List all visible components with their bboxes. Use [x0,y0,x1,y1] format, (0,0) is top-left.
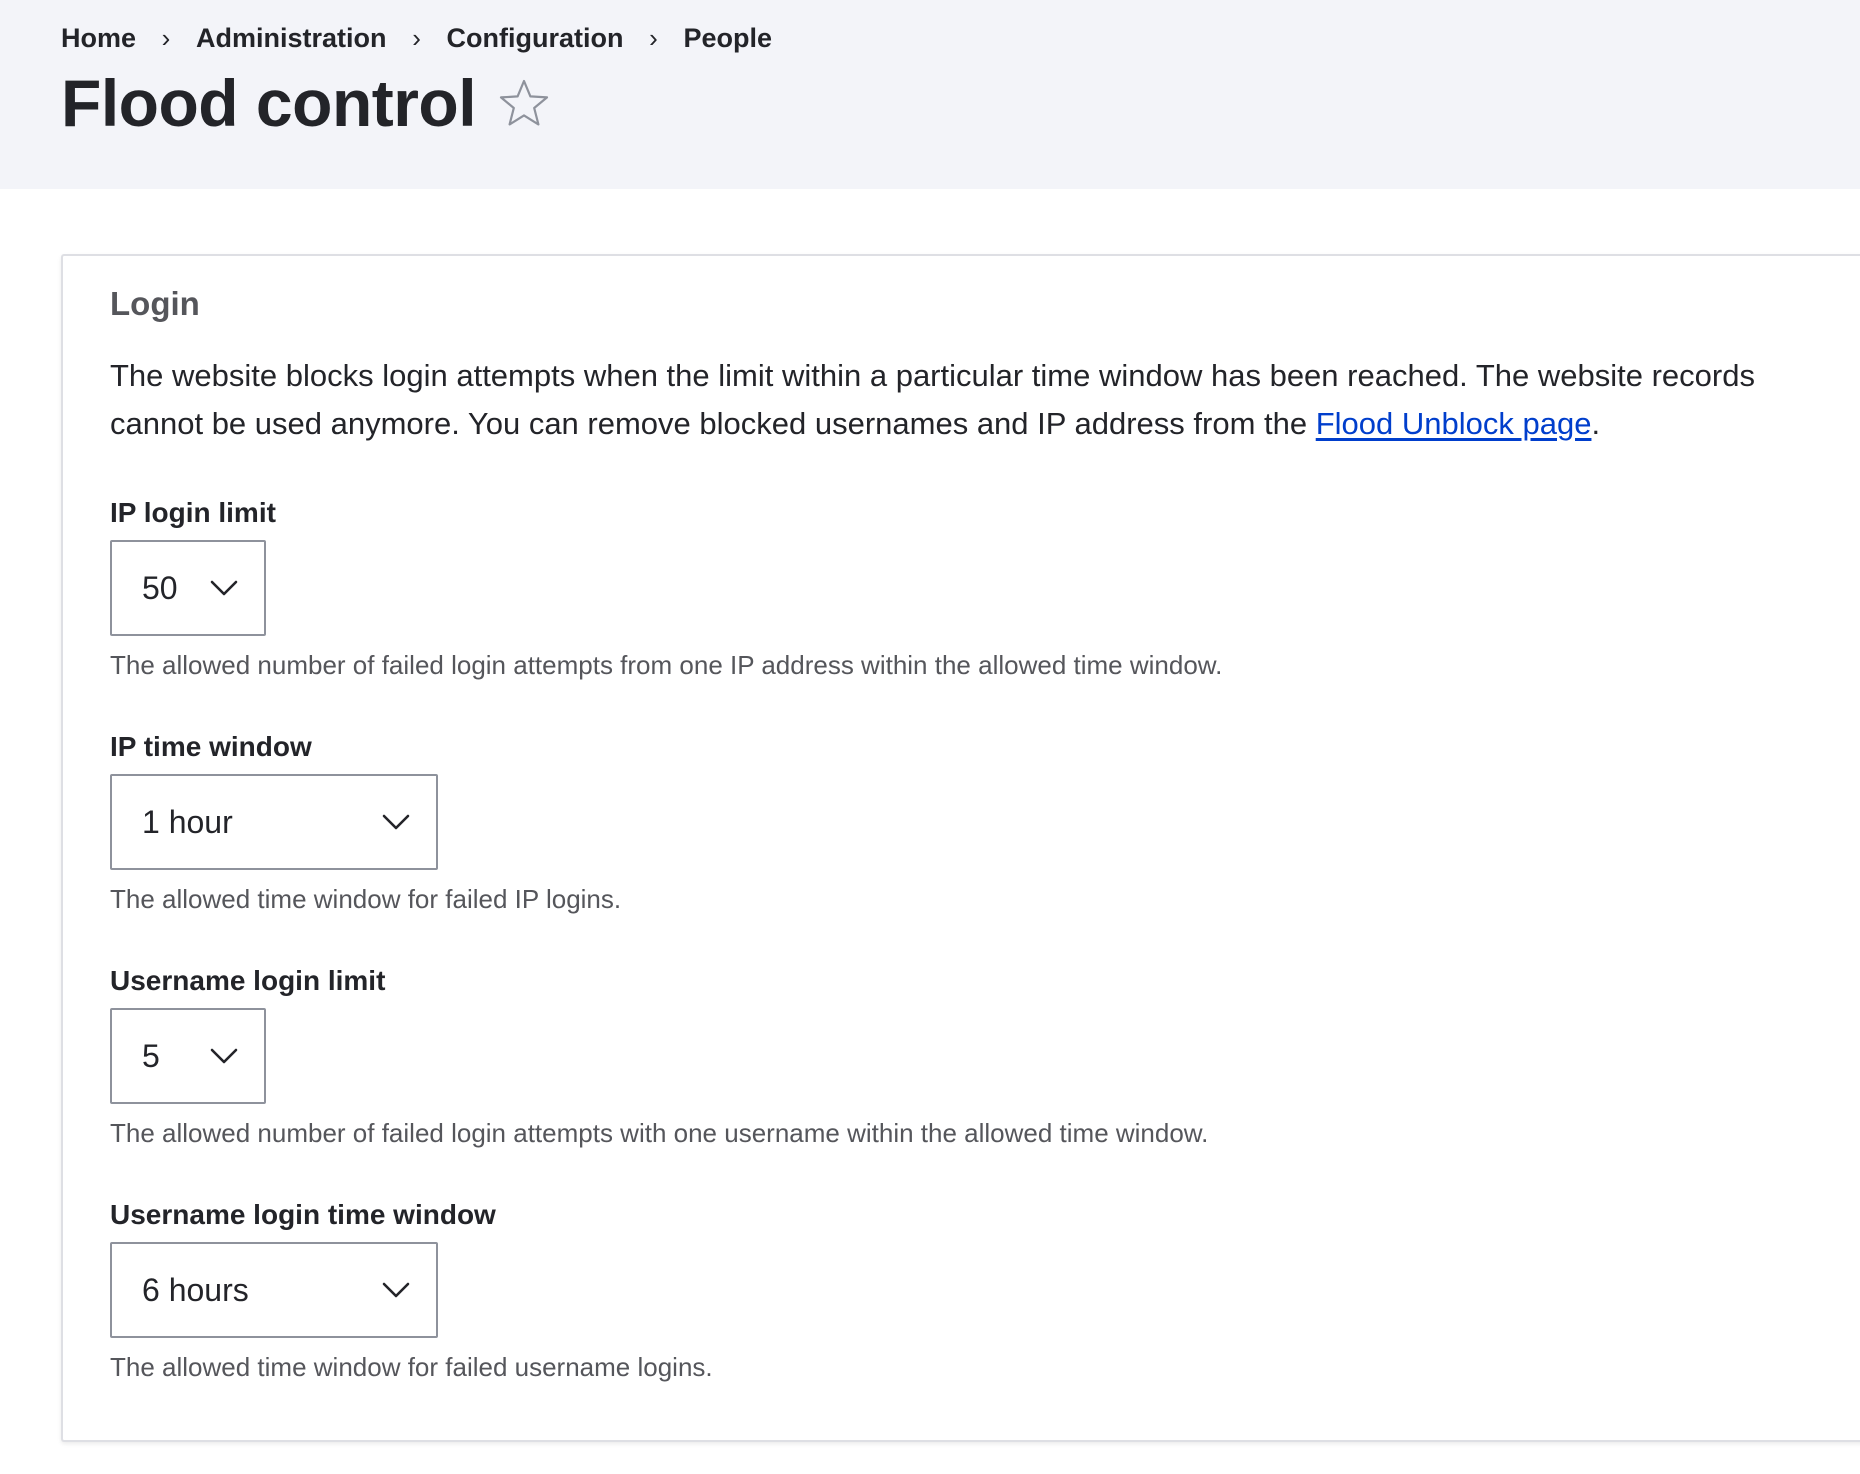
chevron-down-icon [382,813,410,831]
ip-time-window-help: The allowed time window for failed IP logins. [110,884,622,914]
description-period: . [1591,406,1601,441]
description-line-1: The website blocks login attempts when the limit within a particular time window has been reached. The website records [110,358,1755,393]
chevron-down-icon [210,1047,238,1065]
username-time-window-select[interactable] [110,1242,438,1338]
description-text: cannot be used anymore. You can remove blocked usernames and IP address from the [110,406,1316,441]
title-row [61,62,550,144]
breadcrumb [61,18,772,58]
select-value: 6 hours [142,1271,249,1308]
breadcrumb-separator-icon: › [161,22,171,53]
username-login-limit-label: Username login limit [110,965,386,996]
login-description [110,352,1860,448]
ip-time-window-select[interactable] [110,774,438,870]
username-login-limit-select[interactable] [110,1008,266,1104]
select-value: 5 [142,1037,160,1074]
fieldset-legend: Login [110,285,200,322]
username-time-window-help: The allowed time window for failed username logins. [110,1352,713,1382]
breadcrumb-configuration[interactable]: Configuration [446,22,624,53]
breadcrumb-separator-icon: › [412,22,421,53]
star-outline-icon[interactable] [498,77,550,129]
ip-login-limit-select[interactable] [110,540,266,636]
select-value: 50 [142,569,178,606]
chevron-down-icon [210,579,238,597]
breadcrumb-administration[interactable]: Administration [196,22,387,53]
username-time-window-label: Username login time window [110,1199,496,1230]
breadcrumb-separator-icon: › [649,22,658,53]
select-value: 1 hour [142,803,233,840]
flood-unblock-link[interactable]: Flood Unblock page [1315,406,1592,441]
page-header [0,0,1860,189]
ip-login-limit-label: IP login limit [110,497,276,528]
username-login-limit-help: The allowed number of failed login attempts with one username within the allowed time window. [110,1118,1209,1148]
description-line-2 [110,400,1860,448]
breadcrumb-people[interactable]: People [683,22,773,53]
ip-time-window-label: IP time window [110,731,312,762]
breadcrumb-home[interactable]: Home [61,22,137,53]
chevron-down-icon [382,1281,410,1299]
page-title: Flood control [61,66,477,140]
ip-login-limit-help: The allowed number of failed login attempts from one IP address within the allowed time window. [110,650,1223,680]
